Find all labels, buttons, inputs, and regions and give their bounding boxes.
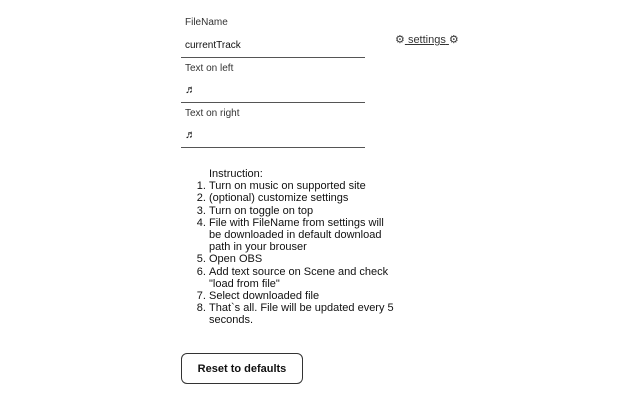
instruction-step: 6. Add text source on Scene and check "load from file" xyxy=(209,266,396,290)
instruction-step: 7. Select downloaded file xyxy=(209,290,396,302)
text-left-input[interactable] xyxy=(185,83,361,97)
filename-label: FileName xyxy=(185,17,228,28)
text-right-label: Text on right xyxy=(185,108,240,119)
filename-input[interactable] xyxy=(185,38,361,52)
gear-icon: ⚙ xyxy=(448,34,459,46)
gear-icon: ⚙ xyxy=(395,34,405,46)
instruction-step: 2. (optional) customize settings xyxy=(209,192,396,204)
text-left-label: Text on left xyxy=(185,63,234,74)
text-right-field xyxy=(181,105,365,148)
instructions-title: Instruction: xyxy=(209,168,263,180)
instructions-block xyxy=(196,168,396,327)
text-left-field xyxy=(181,60,365,103)
instructions-list xyxy=(196,180,396,326)
settings-link-label: settings xyxy=(407,34,446,46)
reset-to-defaults-button[interactable]: Reset to defaults xyxy=(181,353,303,384)
filename-field xyxy=(181,14,365,58)
text-right-input[interactable] xyxy=(185,128,361,142)
instruction-step: 5. Open OBS xyxy=(209,253,396,265)
instruction-step: 4. File with FileName from settings will be downloaded in default download path in your brouser xyxy=(209,217,396,254)
settings-link[interactable] xyxy=(395,33,459,46)
instruction-step: 3. Turn on toggle on top xyxy=(209,205,396,217)
instruction-step: 8. That`s all. File will be updated every 5 seconds. xyxy=(209,302,396,326)
instruction-step: 1. Turn on music on supported site xyxy=(209,180,396,192)
